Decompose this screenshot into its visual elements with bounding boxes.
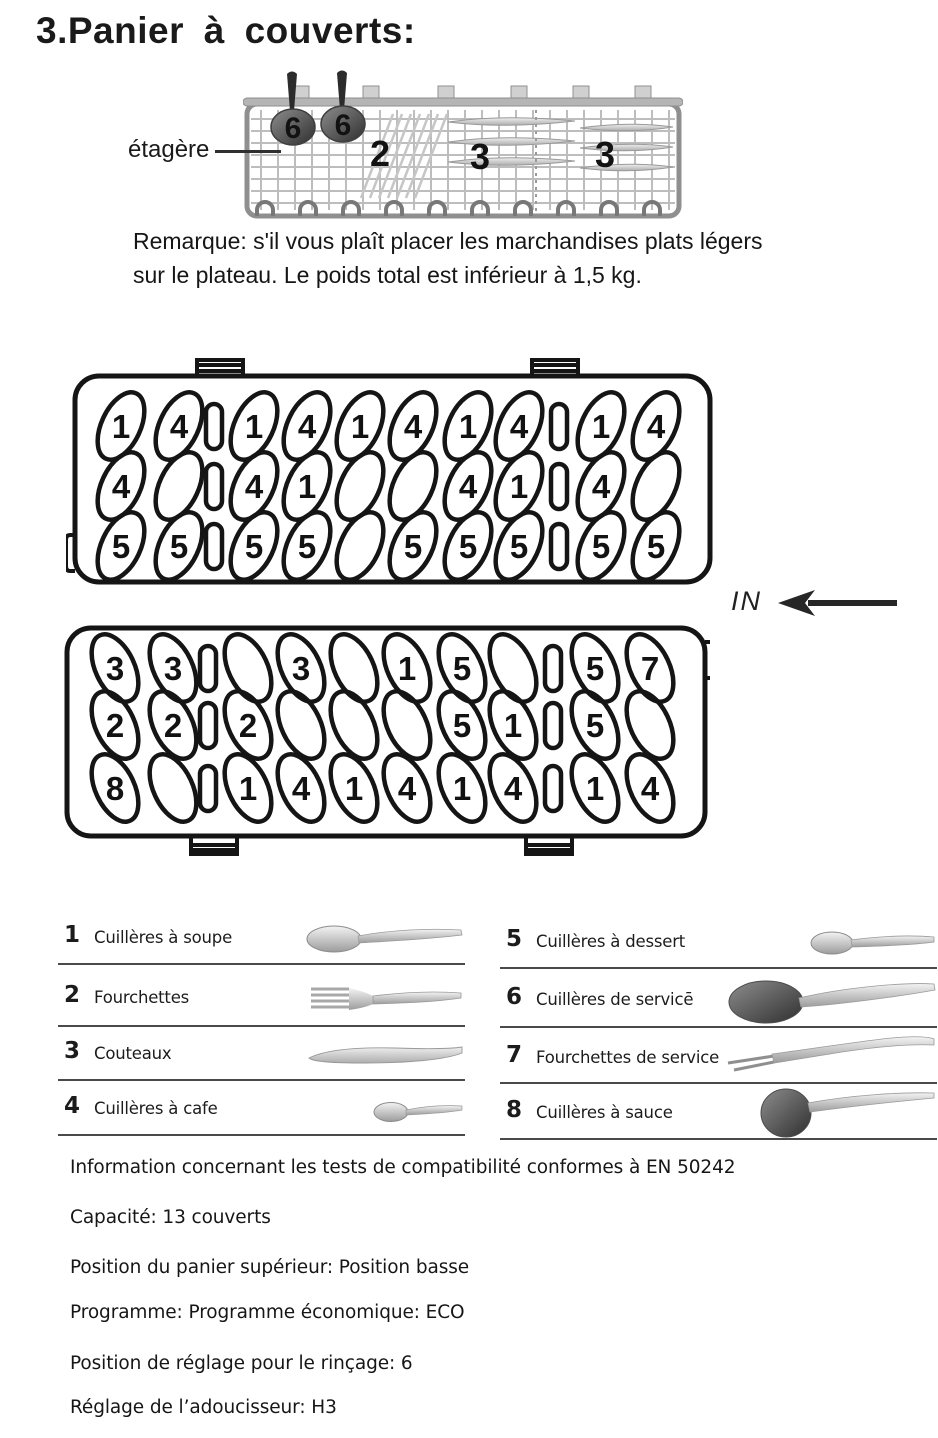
- divider-slot: [200, 766, 216, 811]
- sauce-ladle-icon: [722, 1083, 937, 1139]
- basket-position-number: 5: [452, 650, 472, 687]
- basket-position-number: 4: [403, 408, 423, 445]
- basket-position-number: 4: [458, 468, 478, 505]
- legend-row: [58, 978, 465, 1027]
- basket-position-number: 4: [503, 770, 523, 807]
- basket-position-number: 2: [105, 707, 125, 744]
- basket-position-number: 7: [640, 650, 660, 687]
- legend-label: Cuillères à dessert: [536, 932, 686, 951]
- knife-icon: [305, 1036, 465, 1072]
- basket-position-number: 4: [509, 408, 529, 445]
- basket-position-number: 1: [585, 770, 605, 807]
- shelf-leader-line: [215, 150, 281, 153]
- basket-position-number: 2: [163, 707, 183, 744]
- basket-position: [268, 684, 334, 766]
- cutlery-shelf-figure: [243, 70, 683, 222]
- legend-row: [58, 1089, 465, 1136]
- legend-label: Cuillères à sauce: [536, 1103, 673, 1122]
- basket-clip: [191, 836, 237, 854]
- basket-position-number: 5: [403, 528, 423, 565]
- basket-position-number: 5: [297, 528, 317, 565]
- basket-position-number: 4: [297, 408, 317, 445]
- legend-label: Cuillères à soupe: [94, 928, 233, 947]
- legend-row: [500, 1038, 937, 1084]
- basket-position: [374, 684, 440, 766]
- divider-slot: [206, 464, 222, 509]
- basket-position-number: 5: [646, 528, 666, 565]
- basket-position-number: 1: [350, 408, 370, 445]
- basket-bottom-figure: [60, 618, 710, 863]
- basket-position-number: 1: [244, 408, 264, 445]
- basket-position-number: 4: [640, 770, 660, 807]
- note-paragraph: [133, 224, 763, 292]
- basket-position-number: 1: [458, 408, 478, 445]
- divider-slot: [545, 703, 561, 748]
- basket-position-number: 1: [397, 650, 417, 687]
- basket-top-figure: [66, 352, 716, 592]
- shelf-top-rail: [243, 98, 683, 106]
- info-line: Position du panier supérieur: Position basse: [70, 1257, 470, 1278]
- legend-number: 8: [506, 1097, 523, 1123]
- basket-position-number: 4: [591, 468, 611, 505]
- fork-icon: [305, 982, 465, 1018]
- info-line: Capacité: 13 couverts: [70, 1207, 271, 1228]
- basket-position-number: 5: [169, 528, 189, 565]
- basket-clip: [526, 836, 572, 854]
- basket-position-number: 3: [105, 650, 125, 687]
- divider-slot: [551, 524, 567, 569]
- basket-position: [327, 505, 393, 587]
- legend-label: Fourchettes de service: [536, 1048, 720, 1067]
- legend-number: 4: [64, 1093, 81, 1119]
- basket-position: [617, 684, 683, 766]
- basket-position-number: 5: [111, 528, 131, 565]
- left-arrow-icon: [778, 589, 898, 617]
- legend-label: Fourchettes: [94, 988, 190, 1007]
- legend-number: 2: [64, 982, 81, 1008]
- divider-slot: [545, 646, 561, 691]
- basket-position-number: 4: [244, 468, 264, 505]
- basket-position-number: 1: [297, 468, 317, 505]
- note-line: Remarque: s'il vous plaît placer les marchandises plats légers: [133, 228, 763, 254]
- basket-position-number: 3: [291, 650, 311, 687]
- basket-position-number: 5: [509, 528, 529, 565]
- note-line: sur le plateau. Le poids total est inférieur à 1,5 kg.: [133, 262, 642, 288]
- basket-position-number: 3: [163, 650, 183, 687]
- basket-position-number: 4: [646, 408, 666, 445]
- basket-position-number: 2: [238, 707, 258, 744]
- soup-spoon-icon: [305, 921, 465, 957]
- divider-slot: [545, 766, 561, 811]
- divider-slot: [206, 404, 222, 449]
- basket-position-number: 1: [238, 770, 258, 807]
- legend-row: [58, 918, 465, 965]
- divider-slot: [551, 464, 567, 509]
- legend-row: [500, 980, 937, 1028]
- shelf-number: 6: [334, 109, 352, 142]
- legend-row: [500, 922, 937, 969]
- legend-number: 7: [506, 1042, 523, 1068]
- basket-position: [321, 684, 387, 766]
- shelf-number: 3: [594, 134, 616, 175]
- basket-position-number: 5: [591, 528, 611, 565]
- basket-position-number: 4: [397, 770, 417, 807]
- info-line: Réglage de l’adoucisseur: H3: [70, 1397, 337, 1418]
- basket-position-number: 1: [591, 408, 611, 445]
- info-line: Programme: Programme économique: ECO: [70, 1302, 465, 1323]
- info-line: Position de réglage pour le rinçage: 6: [70, 1353, 413, 1374]
- basket-position-number: 1: [503, 707, 523, 744]
- basket-position-number: 5: [585, 707, 605, 744]
- coffee-spoon-icon: [305, 1092, 465, 1128]
- info-line: Information concernant les tests de compatibilité conformes à EN 50242: [70, 1157, 736, 1178]
- basket-position-number: 5: [452, 707, 472, 744]
- legend-row: [58, 1034, 465, 1081]
- basket-position-number: 4: [291, 770, 311, 807]
- dessert-spoon-icon: [722, 924, 937, 962]
- legend-label: Cuillères de servicē: [536, 990, 694, 1009]
- legend-number: 6: [506, 984, 523, 1010]
- basket-position: [140, 747, 206, 829]
- legend-label: Couteaux: [94, 1044, 172, 1063]
- divider-slot: [200, 703, 216, 748]
- basket-position-number: 4: [111, 468, 131, 505]
- service-spoon-icon: [722, 974, 937, 1026]
- page-title: 3.Panier à couverts:: [36, 10, 416, 51]
- basket-position-number: 8: [105, 770, 125, 807]
- legend-number: 3: [64, 1038, 81, 1064]
- shelf-number: 3: [469, 136, 491, 177]
- basket-position-number: 1: [452, 770, 472, 807]
- divider-slot: [551, 404, 567, 449]
- basket-position-number: 1: [111, 408, 131, 445]
- basket-position-number: 5: [244, 528, 264, 565]
- basket-position-number: 1: [509, 468, 529, 505]
- basket-position-number: 1: [344, 770, 364, 807]
- shelf-label: étagère: [128, 136, 210, 163]
- service-fork-icon: [722, 1031, 937, 1075]
- basket-position-number: 5: [458, 528, 478, 565]
- legend-number: 1: [64, 922, 81, 948]
- legend-number: 5: [506, 926, 523, 952]
- basket-position-number: 5: [585, 650, 605, 687]
- divider-slot: [206, 524, 222, 569]
- shelf-number: 2: [369, 133, 391, 174]
- direction-label: IN: [731, 586, 762, 616]
- divider-slot: [200, 646, 216, 691]
- basket-position-number: 4: [169, 408, 189, 445]
- shelf-number: 6: [284, 112, 302, 145]
- legend-label: Cuillères à cafe: [94, 1099, 218, 1118]
- legend-row: [500, 1093, 937, 1140]
